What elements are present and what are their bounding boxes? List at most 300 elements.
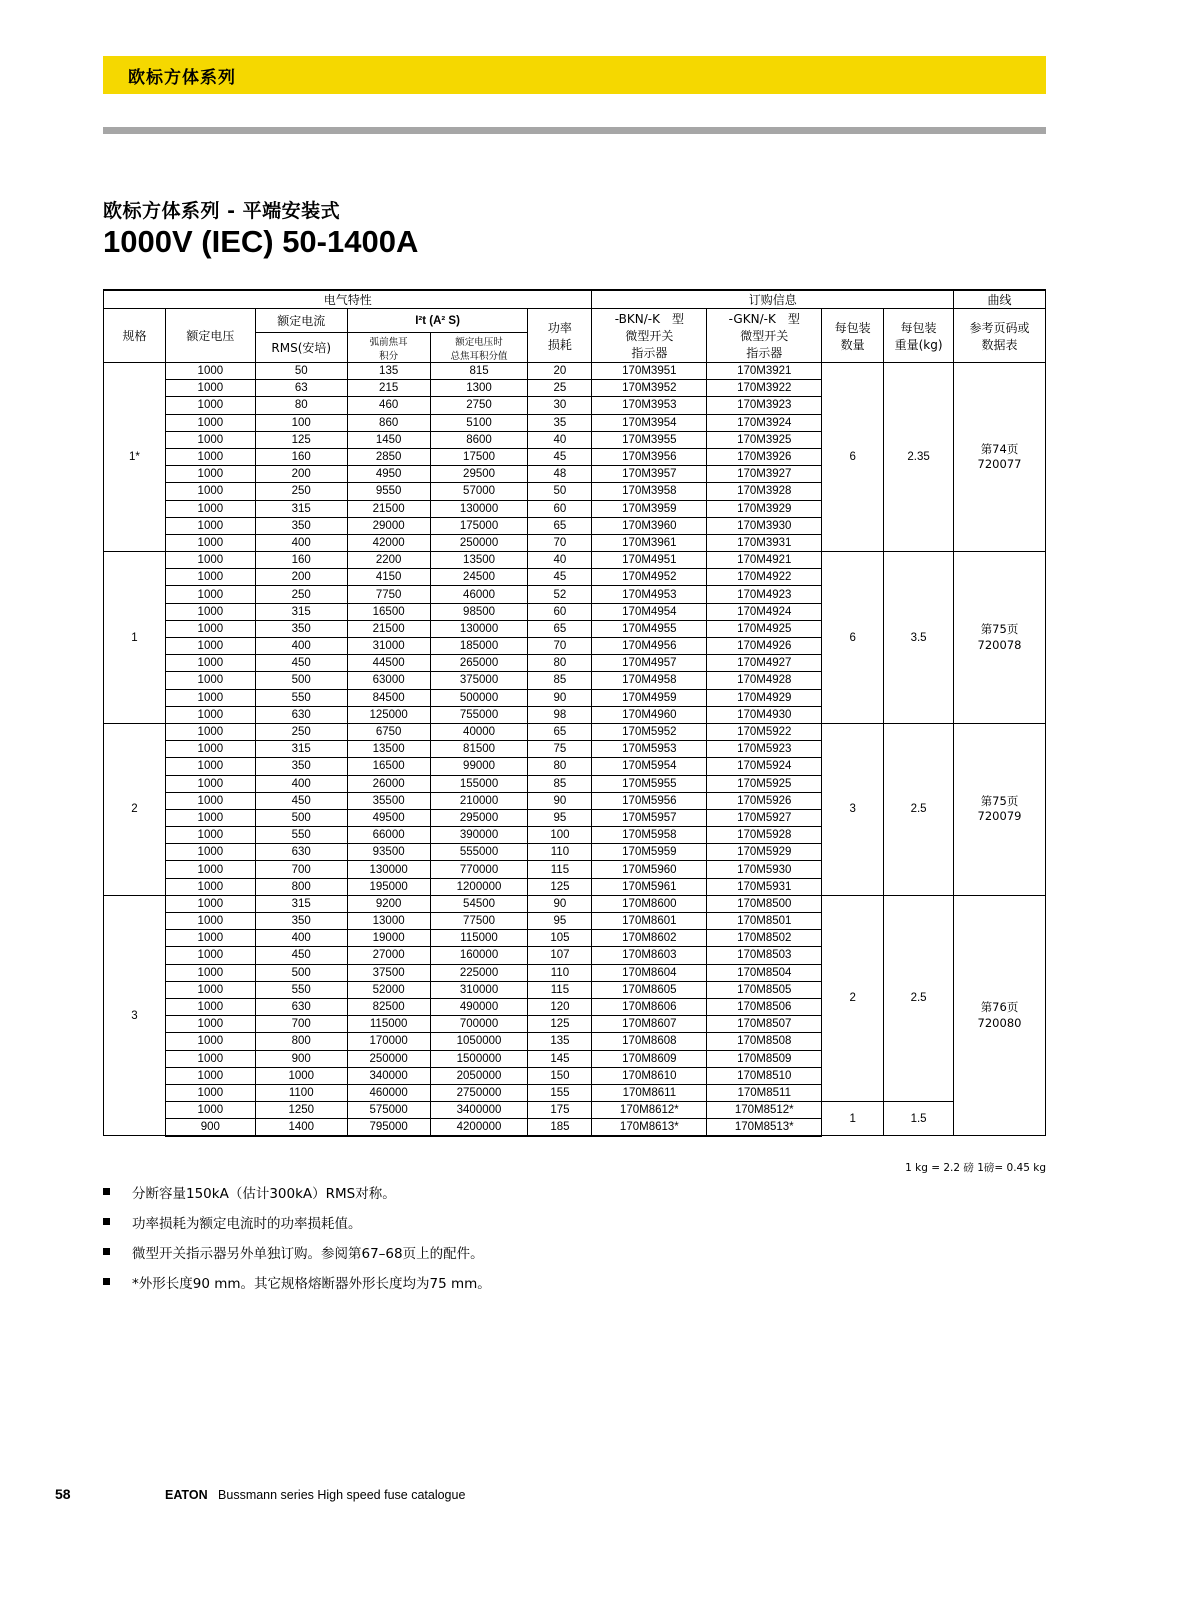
- cell-rated-voltage: 1000: [165, 741, 255, 758]
- cell-power-loss: 145: [528, 1050, 592, 1067]
- cell-i2t-pre-arc: 2200: [347, 552, 430, 569]
- cell-i2t-pre-arc: 130000: [347, 861, 430, 878]
- notes-list: [103, 1182, 1046, 1302]
- square-bullet-icon: [103, 1278, 110, 1285]
- table-column-header-row-1: [104, 309, 1046, 333]
- cell-gkn-part: 170M3926: [707, 448, 822, 465]
- cell-gkn-part: 170M5922: [707, 723, 822, 740]
- cell-gkn-part: 170M8501: [707, 913, 822, 930]
- cell-gkn-part: 170M3930: [707, 517, 822, 534]
- col-i2t-pre-arc-line1: 弧前焦耳: [369, 336, 408, 348]
- cell-rated-voltage: 1000: [165, 792, 255, 809]
- cell-rated-current: 450: [255, 655, 347, 672]
- cell-bkn-part: 170M5961: [592, 878, 707, 895]
- cell-bkn-part: 170M3957: [592, 466, 707, 483]
- col-bkn-line3: 指示器: [631, 346, 668, 360]
- cell-bkn-part: 170M3954: [592, 414, 707, 431]
- cell-i2t-pre-arc: 21500: [347, 500, 430, 517]
- cell-rated-voltage: 1000: [165, 380, 255, 397]
- cell-rated-voltage: 1000: [165, 1033, 255, 1050]
- col-i2t-pre-arc-line2: 积分: [379, 350, 399, 362]
- col-reference: [954, 309, 1046, 363]
- cell-rated-voltage: 1000: [165, 775, 255, 792]
- cell-i2t-total: 29500: [430, 466, 528, 483]
- cell-bkn-part: 170M3952: [592, 380, 707, 397]
- cell-rated-current: 450: [255, 792, 347, 809]
- cell-rated-voltage: 1000: [165, 655, 255, 672]
- cell-gkn-part: 170M4930: [707, 706, 822, 723]
- cell-bkn-part: 170M3960: [592, 517, 707, 534]
- cell-rated-voltage: 1000: [165, 466, 255, 483]
- page-title: 1000V (IEC) 50-1400A: [103, 224, 419, 259]
- cell-i2t-pre-arc: 37500: [347, 964, 430, 981]
- cell-rated-voltage: 1000: [165, 448, 255, 465]
- cell-gkn-part: 170M5926: [707, 792, 822, 809]
- cell-bkn-part: 170M8610: [592, 1067, 707, 1084]
- cell-power-loss: 60: [528, 500, 592, 517]
- cell-gkn-part: 170M4926: [707, 638, 822, 655]
- cell-gkn-part: 170M8509: [707, 1050, 822, 1067]
- cell-power-loss: 125: [528, 878, 592, 895]
- cell-gkn-part: 170M4927: [707, 655, 822, 672]
- cell-rated-current: 500: [255, 809, 347, 826]
- section-banner: [103, 56, 1046, 94]
- cell-bkn-part: 170M4955: [592, 620, 707, 637]
- cell-bkn-part: 170M8603: [592, 947, 707, 964]
- cell-i2t-total: 40000: [430, 723, 528, 740]
- cell-i2t-total: 210000: [430, 792, 528, 809]
- cell-rated-current: 500: [255, 964, 347, 981]
- cell-reference: [954, 723, 1046, 895]
- cell-i2t-total: 770000: [430, 861, 528, 878]
- cell-rated-current: 700: [255, 861, 347, 878]
- cell-rated-current: 315: [255, 500, 347, 517]
- cell-rated-voltage: 1000: [165, 758, 255, 775]
- reference-line2: 720080: [977, 1015, 1022, 1030]
- cell-rated-voltage: 1000: [165, 1067, 255, 1084]
- cell-rated-voltage: 1000: [165, 981, 255, 998]
- cell-gkn-part: 170M5925: [707, 775, 822, 792]
- cell-i2t-pre-arc: 63000: [347, 672, 430, 689]
- table-row: [104, 723, 1046, 740]
- cell-power-loss: 65: [528, 517, 592, 534]
- cell-power-loss: 90: [528, 792, 592, 809]
- cell-i2t-total: 13500: [430, 552, 528, 569]
- cell-i2t-total: 99000: [430, 758, 528, 775]
- col-power-loss-line1: 功率: [547, 320, 572, 335]
- page-footer: [55, 1486, 1055, 1502]
- reference-line1: 第75页: [980, 793, 1019, 808]
- cell-rated-voltage: 1000: [165, 1050, 255, 1067]
- col-bkn-indicator: [592, 309, 707, 363]
- cell-power-loss: 60: [528, 603, 592, 620]
- cell-rated-current: 1000: [255, 1067, 347, 1084]
- cell-power-loss: 110: [528, 844, 592, 861]
- cell-bkn-part: 170M3953: [592, 397, 707, 414]
- cell-gkn-part: 170M3924: [707, 414, 822, 431]
- cell-bkn-part: 170M5956: [592, 792, 707, 809]
- cell-i2t-total: 185000: [430, 638, 528, 655]
- cell-i2t-pre-arc: 125000: [347, 706, 430, 723]
- cell-gkn-part: 170M3921: [707, 363, 822, 380]
- cell-rated-current: 400: [255, 775, 347, 792]
- cell-rated-current: 550: [255, 827, 347, 844]
- cell-power-loss: 95: [528, 913, 592, 930]
- cell-i2t-total: 8600: [430, 431, 528, 448]
- cell-rated-voltage: 1000: [165, 363, 255, 380]
- cell-i2t-pre-arc: 4150: [347, 569, 430, 586]
- cell-i2t-pre-arc: 19000: [347, 930, 430, 947]
- note-text: 功率损耗为额定电流时的功率损耗值。: [132, 1216, 362, 1232]
- cell-i2t-total: 77500: [430, 913, 528, 930]
- cell-i2t-pre-arc: 35500: [347, 792, 430, 809]
- cell-i2t-pre-arc: 82500: [347, 998, 430, 1015]
- note-text: *外形长度90 mm。其它规格熔断器外形长度均为75 mm。: [132, 1276, 491, 1292]
- cell-bkn-part: 170M8607: [592, 1016, 707, 1033]
- cell-rated-current: 630: [255, 844, 347, 861]
- cell-i2t-pre-arc: 44500: [347, 655, 430, 672]
- cell-i2t-pre-arc: 340000: [347, 1067, 430, 1084]
- cell-bkn-part: 170M8613*: [592, 1119, 707, 1136]
- cell-pack-weight: 2.5: [884, 895, 954, 1101]
- cell-i2t-pre-arc: 860: [347, 414, 430, 431]
- cell-rated-voltage: 1000: [165, 534, 255, 551]
- cell-power-loss: 115: [528, 981, 592, 998]
- cell-i2t-total: 1200000: [430, 878, 528, 895]
- cell-power-loss: 125: [528, 1016, 592, 1033]
- cell-i2t-total: 175000: [430, 517, 528, 534]
- cell-power-loss: 120: [528, 998, 592, 1015]
- cell-power-loss: 25: [528, 380, 592, 397]
- reference-line1: 第76页: [980, 1000, 1019, 1015]
- list-item: [103, 1182, 1046, 1202]
- cell-i2t-total: 160000: [430, 947, 528, 964]
- cell-i2t-pre-arc: 460: [347, 397, 430, 414]
- col-pack-qty-line2: 数量: [840, 337, 865, 352]
- cell-gkn-part: 170M3931: [707, 534, 822, 551]
- cell-power-loss: 65: [528, 723, 592, 740]
- cell-gkn-part: 170M3929: [707, 500, 822, 517]
- col-i2t-pre-arc: [347, 333, 430, 363]
- cell-power-loss: 155: [528, 1084, 592, 1101]
- cell-i2t-pre-arc: 7750: [347, 586, 430, 603]
- cell-rated-current: 350: [255, 620, 347, 637]
- cell-rated-current: 315: [255, 895, 347, 912]
- cell-rated-current: 200: [255, 569, 347, 586]
- cell-i2t-pre-arc: 170000: [347, 1033, 430, 1050]
- cell-rated-voltage: 1000: [165, 809, 255, 826]
- cell-rated-current: 125: [255, 431, 347, 448]
- col-power-loss-line2: 损耗: [547, 337, 572, 352]
- cell-power-loss: 135: [528, 1033, 592, 1050]
- note-text: 微型开关指示器另外单独订购。参阅第67–68页上的配件。: [132, 1246, 484, 1262]
- row-spec: 2: [104, 723, 166, 895]
- cell-rated-current: 350: [255, 517, 347, 534]
- cell-bkn-part: 170M5957: [592, 809, 707, 826]
- cell-rated-voltage: 1000: [165, 1016, 255, 1033]
- cell-gkn-part: 170M8507: [707, 1016, 822, 1033]
- cell-gkn-part: 170M3925: [707, 431, 822, 448]
- cell-rated-current: 550: [255, 689, 347, 706]
- cell-i2t-pre-arc: 13500: [347, 741, 430, 758]
- specification-table: [103, 289, 1046, 1137]
- page-number: 58: [55, 1486, 71, 1502]
- cell-rated-voltage: 1000: [165, 672, 255, 689]
- col-pack-weight-line1: 每包装: [900, 320, 937, 335]
- cell-i2t-total: 54500: [430, 895, 528, 912]
- cell-i2t-pre-arc: 49500: [347, 809, 430, 826]
- cell-i2t-total: 1500000: [430, 1050, 528, 1067]
- table-row: [104, 363, 1046, 380]
- cell-rated-current: 250: [255, 483, 347, 500]
- cell-bkn-part: 170M8609: [592, 1050, 707, 1067]
- col-pack-weight: [884, 309, 954, 363]
- cell-rated-current: 250: [255, 723, 347, 740]
- cell-power-loss: 40: [528, 431, 592, 448]
- cell-bkn-part: 170M4954: [592, 603, 707, 620]
- page-subtitle: 欧标方体系列 - 平端安装式: [103, 200, 341, 222]
- col-gkn-line1: -GKN/-K 型: [728, 312, 800, 326]
- cell-i2t-total: 375000: [430, 672, 528, 689]
- cell-gkn-part: 170M5927: [707, 809, 822, 826]
- cell-power-loss: 80: [528, 655, 592, 672]
- table-group-header-row: [104, 290, 1046, 309]
- cell-gkn-part: 170M4924: [707, 603, 822, 620]
- cell-bkn-part: 170M5959: [592, 844, 707, 861]
- cell-power-loss: 115: [528, 861, 592, 878]
- cell-rated-current: 100: [255, 414, 347, 431]
- cell-rated-current: 400: [255, 638, 347, 655]
- row-spec: 3: [104, 895, 166, 1136]
- footer-catalogue-name: Bussmann series High speed fuse catalogue: [218, 1488, 466, 1502]
- cell-i2t-pre-arc: 42000: [347, 534, 430, 551]
- cell-rated-current: 450: [255, 947, 347, 964]
- cell-i2t-pre-arc: 250000: [347, 1050, 430, 1067]
- cell-gkn-part: 170M4921: [707, 552, 822, 569]
- cell-pack-qty: 1: [822, 1102, 884, 1136]
- cell-i2t-total: 130000: [430, 620, 528, 637]
- cell-pack-weight: 1.5: [884, 1102, 954, 1136]
- cell-rated-current: 500: [255, 672, 347, 689]
- cell-rated-current: 350: [255, 758, 347, 775]
- cell-rated-current: 630: [255, 998, 347, 1015]
- cell-rated-voltage: 1000: [165, 998, 255, 1015]
- cell-i2t-pre-arc: 84500: [347, 689, 430, 706]
- cell-bkn-part: 170M5960: [592, 861, 707, 878]
- cell-bkn-part: 170M5958: [592, 827, 707, 844]
- col-pack-qty-line1: 每包装: [834, 320, 871, 335]
- cell-rated-voltage: 1000: [165, 1084, 255, 1101]
- cell-gkn-part: 170M3928: [707, 483, 822, 500]
- cell-gkn-part: 170M8504: [707, 964, 822, 981]
- cell-rated-voltage: 1000: [165, 431, 255, 448]
- cell-i2t-total: 310000: [430, 981, 528, 998]
- cell-pack-qty: 2: [822, 895, 884, 1101]
- cell-power-loss: 40: [528, 552, 592, 569]
- cell-i2t-pre-arc: 29000: [347, 517, 430, 534]
- cell-gkn-part: 170M3923: [707, 397, 822, 414]
- cell-pack-qty: 6: [822, 552, 884, 724]
- cell-gkn-part: 170M8510: [707, 1067, 822, 1084]
- cell-i2t-pre-arc: 26000: [347, 775, 430, 792]
- col-rated-current: 额定电流: [255, 309, 347, 333]
- cell-rated-current: 250: [255, 586, 347, 603]
- cell-i2t-total: 700000: [430, 1016, 528, 1033]
- cell-bkn-part: 170M8602: [592, 930, 707, 947]
- cell-bkn-part: 170M8601: [592, 913, 707, 930]
- cell-bkn-part: 170M4958: [592, 672, 707, 689]
- row-spec: 1: [104, 552, 166, 724]
- cell-rated-current: 630: [255, 706, 347, 723]
- cell-bkn-part: 170M4957: [592, 655, 707, 672]
- cell-i2t-total: 555000: [430, 844, 528, 861]
- cell-i2t-total: 250000: [430, 534, 528, 551]
- cell-bkn-part: 170M4960: [592, 706, 707, 723]
- cell-i2t-pre-arc: 135: [347, 363, 430, 380]
- cell-bkn-part: 170M3959: [592, 500, 707, 517]
- cell-i2t-pre-arc: 13000: [347, 913, 430, 930]
- cell-rated-current: 200: [255, 466, 347, 483]
- col-reference-line2: 数据表: [981, 337, 1018, 352]
- cell-bkn-part: 170M5953: [592, 741, 707, 758]
- reference-line2: 720078: [977, 637, 1022, 652]
- cell-rated-voltage: 1000: [165, 569, 255, 586]
- cell-power-loss: 48: [528, 466, 592, 483]
- reference-line2: 720079: [977, 809, 1022, 824]
- cell-pack-weight: 2.35: [884, 363, 954, 552]
- cell-gkn-part: 170M4929: [707, 689, 822, 706]
- cell-i2t-pre-arc: 21500: [347, 620, 430, 637]
- group-header-curve: 曲线: [954, 290, 1046, 309]
- cell-i2t-pre-arc: 6750: [347, 723, 430, 740]
- square-bullet-icon: [103, 1248, 110, 1255]
- cell-i2t-total: 755000: [430, 706, 528, 723]
- cell-power-loss: 85: [528, 672, 592, 689]
- cell-i2t-total: 130000: [430, 500, 528, 517]
- cell-power-loss: 20: [528, 363, 592, 380]
- cell-rated-current: 900: [255, 1050, 347, 1067]
- cell-rated-voltage: 1000: [165, 844, 255, 861]
- cell-rated-voltage: 1000: [165, 895, 255, 912]
- cell-bkn-part: 170M4951: [592, 552, 707, 569]
- square-bullet-icon: [103, 1188, 110, 1195]
- cell-rated-current: 315: [255, 741, 347, 758]
- group-header-ordering: 订购信息: [592, 290, 954, 309]
- cell-rated-voltage: 1000: [165, 706, 255, 723]
- row-spec: 1*: [104, 363, 166, 552]
- list-item: [103, 1242, 1046, 1262]
- col-rated-current-sub: RMS(安培): [255, 333, 347, 363]
- cell-gkn-part: 170M5928: [707, 827, 822, 844]
- group-header-electrical: 电气特性: [104, 290, 592, 309]
- cell-pack-weight: 3.5: [884, 552, 954, 724]
- cell-reference: [954, 895, 1046, 1136]
- cell-i2t-pre-arc: 795000: [347, 1119, 430, 1136]
- cell-pack-weight: 2.5: [884, 723, 954, 895]
- cell-i2t-pre-arc: 52000: [347, 981, 430, 998]
- header-divider: [103, 127, 1046, 134]
- cell-power-loss: 110: [528, 964, 592, 981]
- cell-gkn-part: 170M5929: [707, 844, 822, 861]
- reference-line1: 第75页: [980, 621, 1019, 636]
- cell-rated-current: 700: [255, 1016, 347, 1033]
- cell-bkn-part: 170M5954: [592, 758, 707, 775]
- cell-i2t-pre-arc: 31000: [347, 638, 430, 655]
- cell-rated-current: 400: [255, 930, 347, 947]
- col-rated-voltage: 额定电压: [165, 309, 255, 363]
- cell-i2t-total: 2050000: [430, 1067, 528, 1084]
- cell-bkn-part: 170M4952: [592, 569, 707, 586]
- cell-rated-current: 550: [255, 981, 347, 998]
- cell-gkn-part: 170M4928: [707, 672, 822, 689]
- col-gkn-indicator: [707, 309, 822, 363]
- cell-power-loss: 105: [528, 930, 592, 947]
- col-power-loss: [528, 309, 592, 363]
- cell-i2t-total: 155000: [430, 775, 528, 792]
- col-gkn-line3: 指示器: [746, 346, 783, 360]
- cell-rated-voltage: 1000: [165, 603, 255, 620]
- reference-line2: 720077: [977, 457, 1022, 472]
- cell-power-loss: 150: [528, 1067, 592, 1084]
- cell-i2t-total: 5100: [430, 414, 528, 431]
- cell-gkn-part: 170M8512*: [707, 1102, 822, 1119]
- cell-bkn-part: 170M8600: [592, 895, 707, 912]
- cell-rated-voltage: 1000: [165, 689, 255, 706]
- cell-i2t-pre-arc: 215: [347, 380, 430, 397]
- cell-rated-current: 800: [255, 878, 347, 895]
- col-i2t-total-line2: 总焦耳积分值: [450, 350, 508, 362]
- cell-bkn-part: 170M3958: [592, 483, 707, 500]
- col-reference-line1: 参考页码或: [969, 320, 1030, 335]
- table-row: [104, 1102, 1046, 1119]
- cell-bkn-part: 170M4956: [592, 638, 707, 655]
- list-item: [103, 1212, 1046, 1232]
- specification-table-wrapper: [103, 289, 1046, 1137]
- cell-power-loss: 45: [528, 448, 592, 465]
- cell-rated-voltage: 1000: [165, 1102, 255, 1119]
- cell-rated-current: 80: [255, 397, 347, 414]
- cell-power-loss: 80: [528, 758, 592, 775]
- reference-line1: 第74页: [980, 441, 1019, 456]
- cell-rated-voltage: 1000: [165, 930, 255, 947]
- col-spec: 规格: [104, 309, 166, 363]
- cell-i2t-total: 815: [430, 363, 528, 380]
- cell-power-loss: 185: [528, 1119, 592, 1136]
- cell-i2t-total: 98500: [430, 603, 528, 620]
- cell-gkn-part: 170M5924: [707, 758, 822, 775]
- col-i2t: I²t (A² S): [347, 309, 528, 333]
- cell-i2t-pre-arc: 16500: [347, 603, 430, 620]
- cell-power-loss: 100: [528, 827, 592, 844]
- cell-gkn-part: 170M8503: [707, 947, 822, 964]
- cell-rated-voltage: 1000: [165, 947, 255, 964]
- cell-gkn-part: 170M8502: [707, 930, 822, 947]
- col-gkn-line2: 微型开关: [740, 329, 789, 343]
- cell-rated-current: 63: [255, 380, 347, 397]
- cell-i2t-total: 295000: [430, 809, 528, 826]
- table-row: [104, 895, 1046, 912]
- cell-power-loss: 175: [528, 1102, 592, 1119]
- cell-gkn-part: 170M4925: [707, 620, 822, 637]
- cell-i2t-pre-arc: 460000: [347, 1084, 430, 1101]
- cell-gkn-part: 170M8505: [707, 981, 822, 998]
- cell-gkn-part: 170M4922: [707, 569, 822, 586]
- cell-rated-voltage: 1000: [165, 552, 255, 569]
- cell-bkn-part: 170M5952: [592, 723, 707, 740]
- cell-power-loss: 45: [528, 569, 592, 586]
- cell-i2t-total: 2750000: [430, 1084, 528, 1101]
- cell-rated-voltage: 1000: [165, 878, 255, 895]
